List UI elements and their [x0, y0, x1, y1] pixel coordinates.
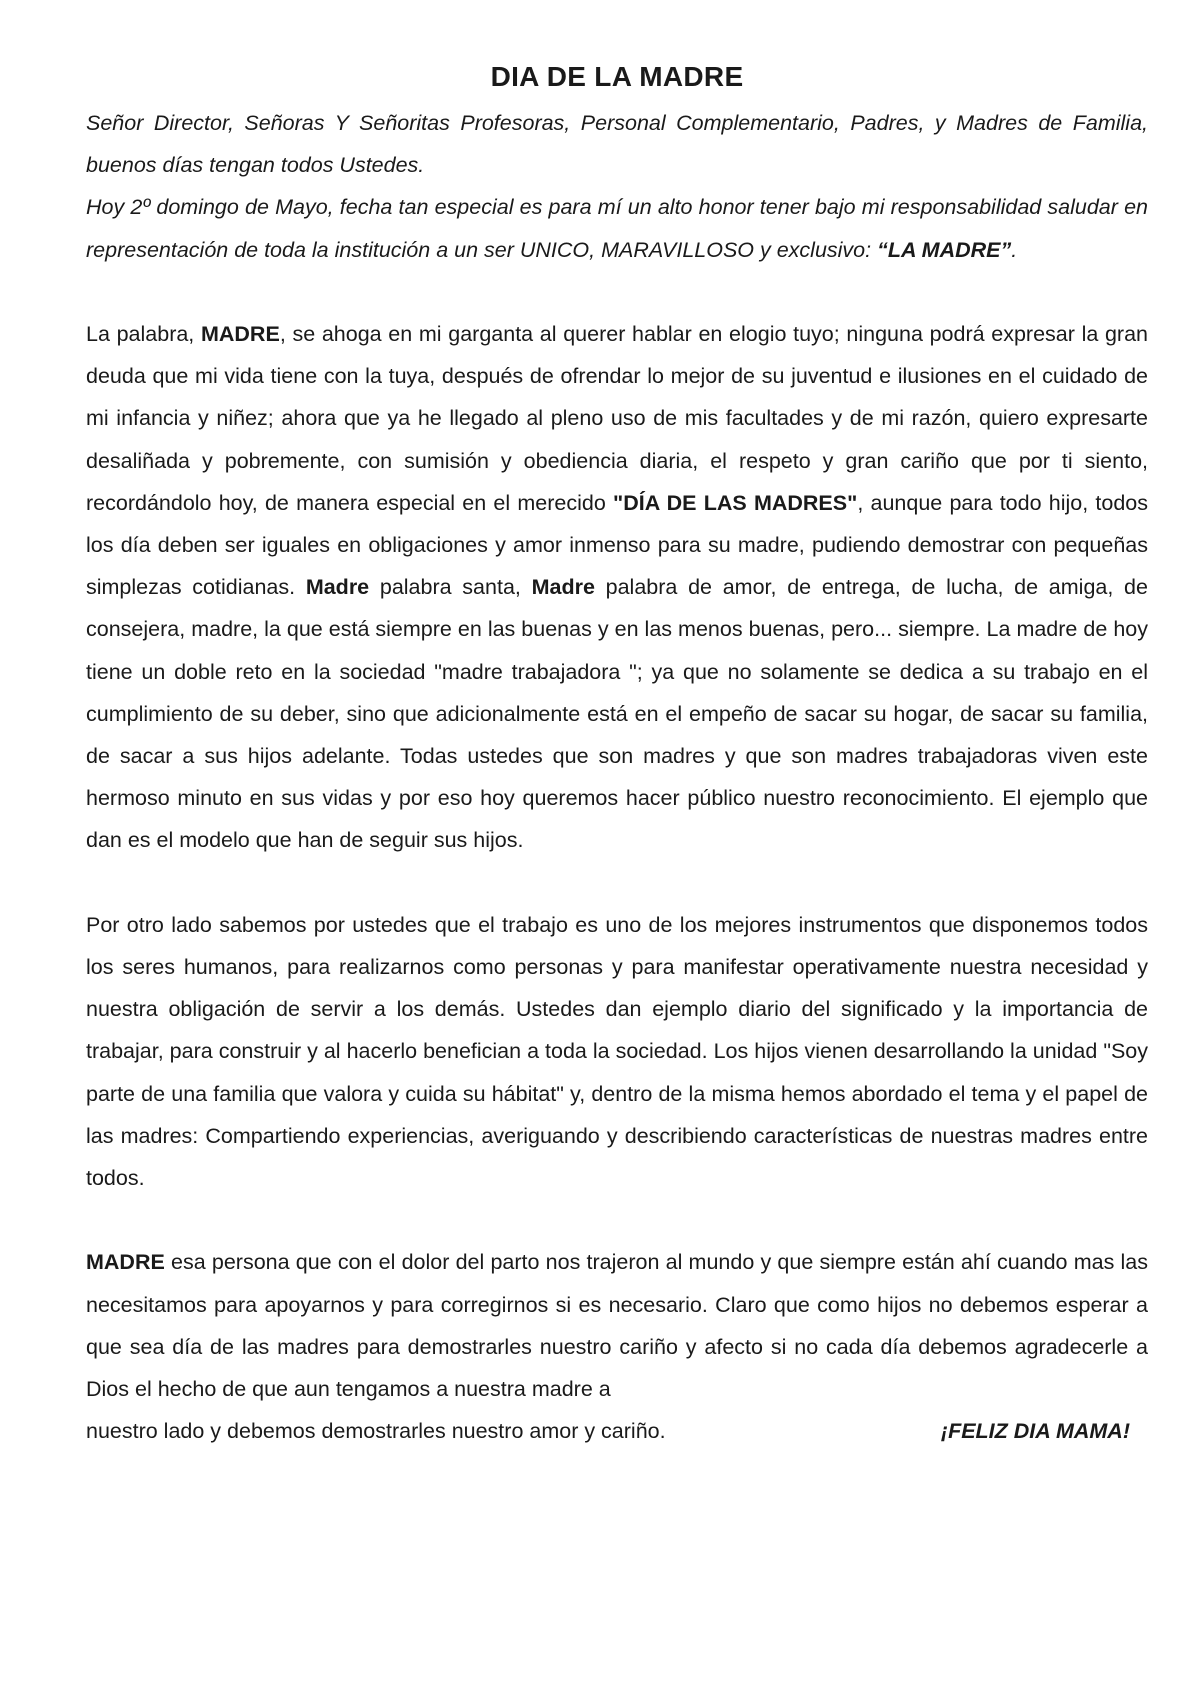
paragraph-gap: [86, 862, 1148, 904]
closing-greeting: ¡FELIZ DIA MAMA!: [940, 1419, 1130, 1444]
p1-bold-dia-madres: "DÍA DE LAS MADRES": [613, 490, 858, 515]
greeting-paragraph: [86, 102, 1148, 271]
p1-text-1: La palabra,: [86, 322, 201, 346]
p3-last-line: nuestro lado y debemos demostrarles nuestro amor y cariño.: [86, 1419, 666, 1444]
p1-text-2: , se ahoga en mi garganta al querer hablar en elogio tuyo; ninguna podrá expresar la gran deuda que mi vida tiene con la tuya, después de ofrendar lo mejor de su juventud e ilusiones en el cuidado de mi infancia y niñez; ahora que ya he llegado al pleno uso de mis facultades y de mi razón, quiero expresarte desaliñada y pobremente, con sumisión y obediencia diaria, el respeto y gran cariño que por ti siento, recordándolo hoy, de manera especial en el merecido: [86, 322, 1149, 515]
p1-text-5: palabra de amor, de entrega, de lucha, de amiga, de consejera, madre, la que está siempre en las buenas y en las menos buenas, pero... siempre. La madre de hoy tiene un doble reto en la sociedad "madre trabajadora "; ya que no solamente se dedica a su trabajo en el cumplimiento de su deber, sino que adicionalmente está en el empeño de sacar su hogar, de sacar su familia, de sacar a sus hijos adelante. Todas ustedes que son madres y que son madres trabajadoras viven este hermoso minuto en sus vidas y por eso hoy queremos hacer público nuestro reconocimiento. El ejemplo que dan es el modelo que han de seguir sus hijos.: [86, 575, 1148, 853]
closing-line: [86, 1410, 1148, 1452]
p1-text-4: palabra santa,: [369, 575, 532, 600]
paragraph-madre: [86, 313, 1148, 862]
intro-end: .: [1011, 237, 1018, 262]
document-page: [86, 52, 1148, 1452]
p3-bold-madre: MADRE: [86, 1250, 165, 1275]
intro-emphasis: “LA MADRE”: [877, 237, 1012, 262]
p1-text-3: , aunque para todo hijo, todos los día deben ser iguales en obligaciones y amor inmenso para su madre, pudiendo demostrar con pequeñas simplezas cotidianas.: [86, 490, 1149, 600]
p1-bold-madre-3: Madre: [531, 575, 595, 600]
p1-bold-madre-2: Madre: [305, 575, 370, 600]
p1-bold-madre: MADRE: [200, 322, 280, 346]
paragraph-gap: [86, 271, 1148, 313]
page-title: DIA DE LA MADRE: [490, 61, 744, 92]
p3-text: esa persona que con el dolor del parto nos trajeron al mundo y que siempre están ahí cuando mas las necesitamos para apoyarnos y para corregirnos si es necesario. Claro que como hijos no debemos esperar a que sea día de las madres para demostrarles nuestro cariño y afecto si no cada día debemos agradecerle a Dios el hecho de que aun tengamos a nuestra madre a: [86, 1250, 1148, 1402]
intro-text: Hoy 2º domingo de Mayo, fecha tan especial es para mí un alto honor tener bajo mi responsabilidad saludar en representación de toda la institución a un ser UNICO, MARAVILLOSO y exclusivo:: [86, 195, 1148, 262]
greeting-text: Señor Director, Señoras Y Señoritas Profesoras, Personal Complementario, Padres, y Madres de Familia, buenos días tengan todos Ustedes.: [86, 111, 1148, 178]
paragraph-trabajo: Por otro lado sabemos por ustedes que el trabajo es uno de los mejores instrumentos que disponemos todos los seres humanos, para realizarnos como personas y para manifestar operativamente nuestra necesidad y nuestra obligación de servir a los demás. Ustedes dan ejemplo diario del significado y la importancia de trabajar, para construir y al hacerlo benefician a toda la sociedad. Los hijos vienen desarrollando la unidad "Soy parte de una familia que valora y cuida su hábitat" y, dentro de la misma hemos abordado el tema y el papel de las madres: Compartiendo experiencias, averiguando y describiendo características de nuestras madres entre todos.: [86, 912, 1148, 1191]
paragraph-gap: [86, 1199, 1148, 1241]
paragraph-closing: [86, 1241, 1148, 1410]
